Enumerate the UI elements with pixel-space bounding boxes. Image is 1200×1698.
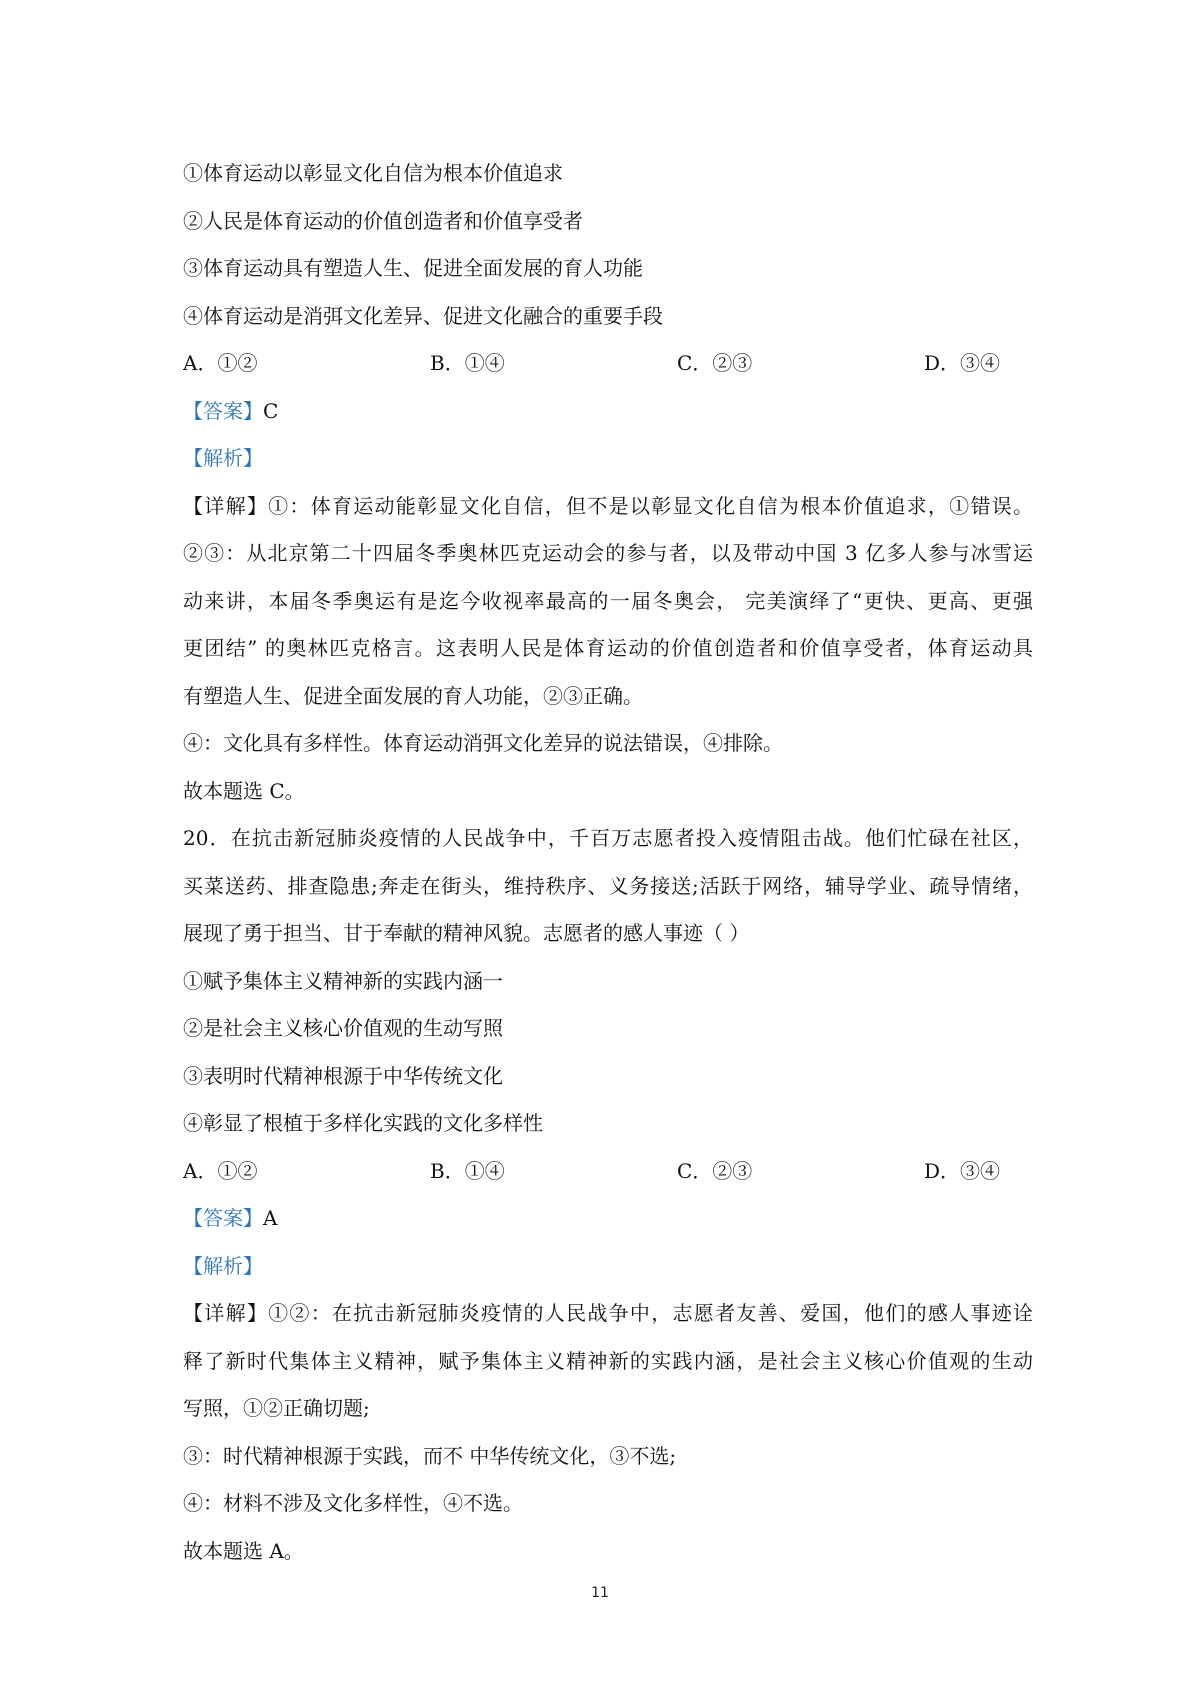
q20-option-d: D．③④ bbox=[924, 1158, 1001, 1183]
detail-label: 【详解】 bbox=[183, 493, 269, 518]
q20-detail-line-2: 释了新时代集体主义精神，赋予集体主义精神新的实践内涵，是社会主义核心价值观的生动 bbox=[183, 1348, 1033, 1373]
detail-text: ①②：在抗击新冠肺炎疫情的人民战争中，志愿者友善、爱国，他们的感人事迹诠 bbox=[268, 1301, 1033, 1325]
answer-label: 【答案】 bbox=[183, 398, 263, 423]
q20-detail-line-3: 写照，①②正确切题; bbox=[183, 1396, 370, 1420]
q19-detail-line-4: 更团结” 的奥林匹克格言。这表明人民是体育运动的价值创造者和价值享受者，体育运动具 bbox=[183, 636, 1033, 660]
answer-label: 【答案】 bbox=[183, 1206, 263, 1230]
answer-value: C bbox=[263, 398, 279, 423]
q20-statement-2: ②是社会主义核心价值观的生动写照 bbox=[183, 1016, 503, 1040]
q20-option-a: A．①② bbox=[183, 1158, 258, 1183]
q20-statement-4: ④彰显了根植于多样化实践的文化多样性 bbox=[183, 1111, 543, 1135]
q19-option-d: D．③④ bbox=[924, 351, 1001, 375]
q19-statement-1: ①体育运动以彰显文化自信为根本价值追求 bbox=[183, 161, 563, 185]
analysis-label: 【解析】 bbox=[183, 1253, 263, 1278]
q19-option-b: B．①④ bbox=[430, 351, 505, 375]
page-content bbox=[183, 150, 1033, 1575]
q20-conclusion: 故本题选 A。 bbox=[183, 1538, 304, 1563]
q19-statement-4: ④体育运动是消弭文化差异、促进文化融合的重要手段 bbox=[183, 303, 663, 328]
q19-conclusion: 故本题选 C。 bbox=[183, 778, 305, 803]
detail-label: 【详解】 bbox=[183, 1301, 269, 1325]
q20-option-b: B．①④ bbox=[430, 1158, 505, 1183]
q20-detail-line-1 bbox=[183, 1290, 1033, 1338]
q19-detail-line-3: 动来讲，本届冬季奥运有是迄今收视率最高的一届冬奥会， 完美演绎了“更快、更高、更强 bbox=[183, 588, 1033, 613]
q20-answer bbox=[183, 1195, 1033, 1243]
detail-text: ①：体育运动能彰显文化自信，但不是以彰显文化自信为根本价值追求，①错误。 bbox=[268, 493, 1033, 518]
answer-value: A bbox=[263, 1206, 278, 1230]
q20-options bbox=[183, 1148, 1033, 1196]
q19-option-c: C．②③ bbox=[677, 351, 753, 375]
q20-option-c: C．②③ bbox=[677, 1158, 753, 1183]
q19-statement-3: ③体育运动具有塑造人生、促进全面发展的育人功能 bbox=[183, 256, 643, 280]
q19-options bbox=[183, 340, 1033, 388]
q20-stem-line-3: 展现了勇于担当、甘于奉献的精神风貌。志愿者的感人事迹（ ） bbox=[183, 921, 750, 945]
q19-answer bbox=[183, 388, 1033, 436]
q19-analysis bbox=[183, 435, 1033, 483]
q20-stem-line-1: 20．在抗击新冠肺炎疫情的人民战争中，千百万志愿者投入疫情阻击战。他们忙碌在社区， bbox=[183, 826, 1033, 850]
q20-statement-3: ③表明时代精神根源于中华传统文化 bbox=[183, 1063, 503, 1088]
analysis-label: 【解析】 bbox=[183, 446, 263, 470]
q19-option-a: A．①② bbox=[183, 351, 258, 375]
q19-detail-line-5: 有塑造人生、促进全面发展的育人功能，②③正确。 bbox=[183, 683, 643, 708]
q19-statement-2: ②人民是体育运动的价值创造者和价值享受者 bbox=[183, 208, 583, 233]
page-number: 11 bbox=[591, 1585, 609, 1601]
q19-detail-line-6: ④：文化具有多样性。体育运动消弭文化差异的说法错误，④排除。 bbox=[183, 731, 783, 755]
q20-analysis bbox=[183, 1243, 1033, 1291]
q20-stem-line-2: 买菜送药、排查隐患;奔走在街头，维持秩序、义务接送;活跃于网络，辅导学业、疏导情绪， bbox=[183, 873, 1033, 898]
q20-statement-1: ①赋予集体主义精神新的实践内涵一 bbox=[183, 968, 503, 993]
q20-detail-line-5: ④：材料不涉及文化多样性，④不选。 bbox=[183, 1491, 523, 1515]
q20-detail-line-4: ③：时代精神根源于实践，而不 中华传统文化，③不选; bbox=[183, 1443, 677, 1468]
q19-detail-line-1 bbox=[183, 483, 1033, 531]
q19-detail-line-2: ②③：从北京第二十四届冬季奥林匹克运动会的参与者，以及带动中国 3 亿多人参与冰雪运 bbox=[183, 541, 1033, 565]
